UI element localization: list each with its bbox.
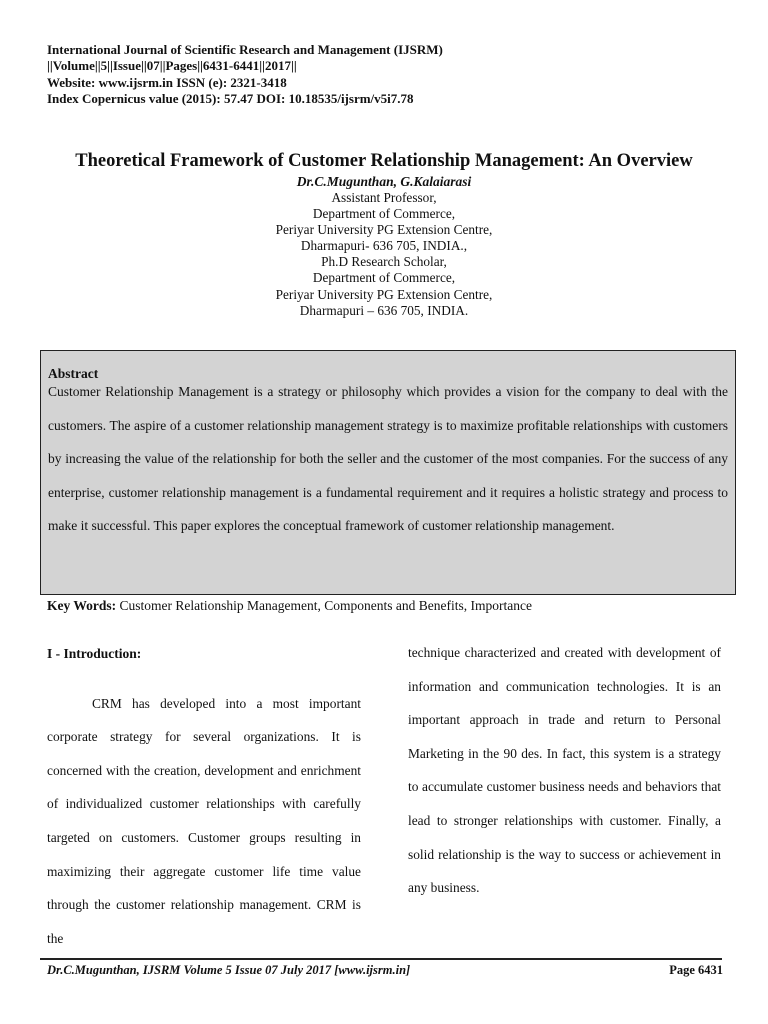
affiliation-line: Periyar University PG Extension Centre, <box>275 222 493 238</box>
footer-divider <box>40 958 722 960</box>
keywords <box>47 598 737 614</box>
keywords-text: Customer Relationship Management, Components and Benefits, Importance <box>116 598 532 613</box>
affiliation-line: Dharmapuri – 636 705, INDIA. <box>299 302 469 318</box>
affiliation-line: Department of Commerce, <box>312 270 456 286</box>
affiliations <box>60 190 708 319</box>
section-heading: I - Introduction: <box>47 646 142 661</box>
intro-paragraph-right: technique characterized and created with development of information and communication technologies. It is an important approach in trade and return to Personal Marketing in the 90 des. In fact, this system is a strategy to accumulate customer business needs and behaviors that lead to stronger relationships with customer. Finally, a solid relationship is the way to success or achievement in any business. <box>408 645 721 896</box>
affiliation-line: Ph.D Research Scholar, <box>321 254 447 270</box>
affiliation-line: Periyar University PG Extension Centre, <box>275 286 493 302</box>
abstract-text: Customer Relationship Management is a strategy or philosophy which provides a vision for the company to deal with the customers. The aspire of a customer relationship management strategy is to maximize profitable relationships with customers by increasing the value of the relationship for both the seller and the customer of the most companies. For the success of any enterprise, customer relationship management is a fundamental requirement and it requires a holistic strategy and process to make it successful. This paper explores the conceptual framework of customer relationship management. <box>48 384 728 533</box>
affiliation-line: Department of Commerce, <box>312 206 456 222</box>
index-doi: Index Copernicus value (2015): 57.47 DOI: 10.18535/ijsrm/v5i7.78 <box>47 90 414 106</box>
journal-header <box>47 42 737 107</box>
paper-title: Theoretical Framework of Customer Relationship Management: An Overview <box>75 151 693 171</box>
website-issn: Website: www.ijsrm.in ISSN (e): 2321-3418 <box>47 74 287 90</box>
abstract-box <box>40 350 736 595</box>
journal-name: International Journal of Scientific Research and Management (IJSRM) <box>47 42 443 57</box>
keywords-label: Key Words: <box>47 598 117 613</box>
volume-info: ||Volume||5||Issue||07||Pages||6431-6441||2017|| <box>47 58 297 74</box>
abstract-heading: Abstract <box>48 366 99 381</box>
authors: Dr.C.Mugunthan, G.Kalaiarasi <box>296 174 472 189</box>
footer-citation: Dr.C.Mugunthan, IJSRM Volume 5 Issue 07 July 2017 [www.ijsrm.in] <box>47 963 411 977</box>
right-column <box>408 636 721 905</box>
intro-paragraph-left: CRM has developed into a most important corporate strategy for several organizations. It is concerned with the creation, development and enrichment of individualized customer relationships with carefully targeted on customers. Customer groups resulting in maximizing their aggregate customer life time value through the customer relationship management. CRM is the <box>47 695 361 946</box>
page-number: Page 6431 <box>669 963 723 977</box>
affiliation-line: Dharmapuri- 636 705, INDIA., <box>300 238 468 254</box>
title-block <box>60 150 708 319</box>
affiliation-line: Assistant Professor, <box>331 190 437 205</box>
left-column <box>47 637 361 955</box>
